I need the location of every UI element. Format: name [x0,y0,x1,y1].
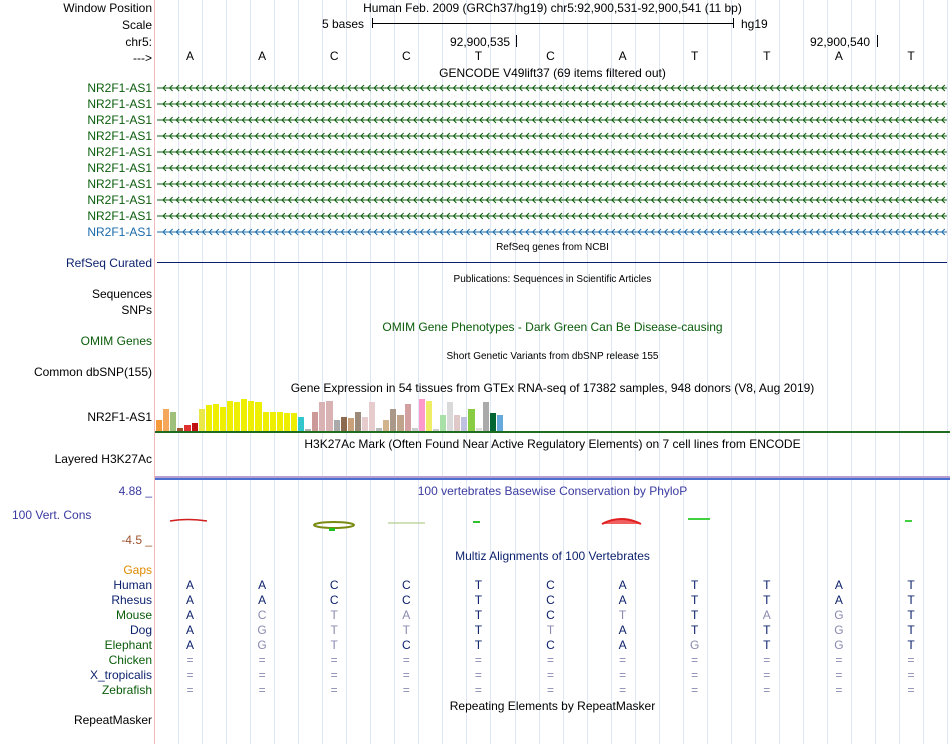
gencode-gene-track[interactable] [157,84,947,92]
multiz-base: T [763,623,771,637]
multiz-base: T [618,608,627,622]
dbsnp-title[interactable]: Short Genetic Variants from dbSNP release 155 [446,351,659,362]
multiz-base: T [763,578,771,592]
multiz-base: = [474,683,482,697]
multiz-base: = [619,668,627,682]
multiz-base: = [619,683,627,697]
gtex-tissue-bar[interactable] [362,417,368,431]
multiz-base: C [329,593,339,607]
multiz-base: A [618,623,627,637]
scale-bar [372,23,734,24]
multiz-base: = [907,653,915,667]
grid-line [659,0,660,744]
multiz-base: T [691,608,699,622]
publications-snps-label[interactable]: SNPs [121,303,152,317]
gtex-tissue-bar[interactable] [334,420,340,431]
multiz-base: A [185,593,194,607]
multiz-base: G [834,608,844,622]
multiz-base: G [834,638,844,652]
gencode-gene-track[interactable] [157,164,947,172]
phylop-peak-5 [602,519,641,524]
grid-line [178,0,179,744]
sequence-base: C [329,49,339,63]
grid-line [539,0,540,744]
multiz-base: C [546,638,555,652]
omim-title[interactable]: OMIM Gene Phenotypes - Dark Green Can Be Disease-causing [382,320,723,334]
multiz-base: T [907,608,915,622]
window-position-value: Human Feb. 2009 (GRCh37/hg19) chr5:92,900,531-92,900,541 (11 bp) [363,1,742,15]
gtex-tissue-bar[interactable] [170,412,176,431]
grid-line [635,0,636,744]
multiz-base: A [618,578,627,592]
grid-line [466,0,467,744]
gtex-tissue-bar[interactable] [163,409,169,431]
multiz-base: T [546,623,555,637]
gencode-gene-label[interactable]: NR2F1-AS1 [87,129,152,143]
multiz-species-label[interactable]: Chicken [108,653,152,667]
multiz-species-label[interactable]: Zebrafish [101,683,152,697]
multiz-base: = [258,683,266,697]
multiz-base: = [186,668,194,682]
gencode-gene-track[interactable] [157,100,947,108]
multiz-base: A [834,578,843,592]
multiz-base: = [619,653,627,667]
gencode-title[interactable]: GENCODE V49lift37 (69 items filtered out) [439,66,666,80]
repeatmasker-title[interactable]: Repeating Elements by RepeatMasker [449,699,656,713]
phylop-plot[interactable] [155,510,950,536]
multiz-base: G [834,623,844,637]
multiz-base: A [258,593,267,607]
gencode-gene-label[interactable]: NR2F1-AS1 [87,193,152,207]
multiz-base: = [691,683,699,697]
multiz-base: T [907,593,915,607]
grid-line [587,0,588,744]
multiz-species-label[interactable]: X_tropicalis [89,668,152,682]
gencode-gene-track[interactable] [157,196,947,204]
multiz-base: A [258,578,267,592]
multiz-base: = [546,653,554,667]
scale-label: Scale [121,18,152,32]
multiz-base: = [186,653,194,667]
h3k27ac-title[interactable]: H3K27Ac Mark (Often Found Near Active Regulatory Elements) on 7 cell lines from ENCODE [304,437,801,451]
gtex-tissue-bar[interactable] [319,402,325,431]
multiz-base: C [329,578,339,592]
h3k27ac-label[interactable]: Layered H3K27Ac [54,452,152,466]
phylop-peak-2-bar [329,528,335,531]
phylop-min: -4.5 _ [121,533,152,547]
gtex-tissue-bar[interactable] [348,418,354,431]
scale-text: 5 bases [322,17,365,31]
multiz-base: = [330,668,338,682]
gtex-bar-chart[interactable] [156,397,536,431]
multiz-base: = [546,683,554,697]
sequence-base: T [474,49,483,63]
gtex-tissue-bar[interactable] [490,413,496,431]
chr-label: chr5: [125,35,152,49]
grid-line [370,0,371,744]
h3k27ac-band-2 [155,478,950,480]
refseq-label[interactable]: RefSeq Curated [65,256,152,270]
multiz-species-label[interactable]: Elephant [104,638,152,652]
gencode-gene-label[interactable]: NR2F1-AS1 [87,177,152,191]
gtex-tissue-bar[interactable] [156,420,162,431]
grid-line [442,0,443,744]
multiz-species-label[interactable]: Dog [129,623,152,637]
gtex-tissue-bar[interactable] [461,417,467,431]
phylop-peak-1 [170,520,207,522]
gtex-tissue-bar[interactable] [263,412,269,431]
gtex-tissue-bar[interactable] [248,401,254,431]
gtex-label[interactable]: NR2F1-AS1 [87,410,152,424]
gencode-gene-label[interactable]: NR2F1-AS1 [87,81,152,95]
multiz-base: = [402,668,410,682]
grid-line [731,0,732,744]
gtex-tissue-bar[interactable] [468,409,474,431]
sequence-base: A [618,49,627,63]
multiz-base: C [401,593,411,607]
gtex-tissue-bar[interactable] [419,399,425,431]
multiz-base: C [546,578,555,592]
phylop-title[interactable]: 100 vertebrates Basewise Conservation by PhyloP [417,484,688,498]
dbsnp-label[interactable]: Common dbSNP(155) [33,365,152,379]
coord-label-2: 92,900,540 [810,35,871,49]
scale-assembly: hg19 [741,17,768,31]
gtex-baseline [155,431,950,433]
strand-label: ---> [133,51,152,65]
phylop-peak-2 [314,522,354,528]
grid-line [346,0,347,744]
grid-line [298,0,299,744]
gtex-tissue-bar[interactable] [241,399,247,431]
gencode-gene-track[interactable] [157,228,947,236]
multiz-base: T [330,638,338,652]
multiz-base: C [401,578,411,592]
gencode-gene-label[interactable]: NR2F1-AS1 [87,113,152,127]
gtex-tissue-bar[interactable] [213,404,219,431]
grid-line [899,0,900,744]
multiz-base: T [907,638,915,652]
grid-line [851,0,852,744]
coord-tick-1 [516,35,517,47]
multiz-base: = [907,683,915,697]
gtex-tissue-bar[interactable] [397,415,403,431]
phylop-max: 4.88 _ [118,484,152,498]
window-position-label: Window Position [63,1,152,15]
grid-line [683,0,684,744]
sequence-base: T [691,49,699,63]
publications-title[interactable]: Publications: Sequences in Scientific Articles [453,274,652,285]
grid-line [322,0,323,744]
gtex-tissue-bar[interactable] [497,415,503,431]
grid-line [250,0,251,744]
multiz-base: T [474,578,483,592]
multiz-base: G [257,638,267,652]
gtex-tissue-bar[interactable] [312,412,318,431]
multiz-base: A [402,608,411,622]
multiz-base: = [474,653,482,667]
multiz-base: = [763,668,771,682]
multiz-title[interactable]: Multiz Alignments of 100 Vertebrates [455,549,650,563]
grid-line [803,0,804,744]
grid-line [707,0,708,744]
multiz-base: C [401,638,411,652]
publications-sequences-label[interactable]: Sequences [91,287,152,301]
multiz-base: C [546,593,555,607]
gencode-gene-track[interactable] [157,116,947,124]
gtex-tissue-bar[interactable] [192,423,198,431]
sequence-base: A [834,49,843,63]
multiz-base: T [691,578,699,592]
sequence-base: C [546,49,555,63]
gtex-tissue-bar[interactable] [426,401,432,431]
gtex-tissue-bar[interactable] [440,415,446,431]
gencode-gene-track[interactable] [157,132,947,140]
multiz-base: C [546,608,555,622]
sequence-base: A [258,49,267,63]
multiz-base: G [690,638,700,652]
gencode-gene-label[interactable]: NR2F1-AS1 [87,161,152,175]
gtex-tissue-bar[interactable] [390,409,396,431]
sequence-base: A [185,49,194,63]
multiz-base: T [330,623,338,637]
multiz-base: T [474,593,483,607]
multiz-base: = [258,653,266,667]
multiz-base: C [257,608,267,622]
multiz-base: = [258,668,266,682]
multiz-base: A [618,593,627,607]
gtex-tissue-bar[interactable] [447,402,453,431]
multiz-base: T [330,608,338,622]
grid-line [947,0,948,744]
gencode-gene-track[interactable] [157,180,947,188]
multiz-base: = [330,683,338,697]
gtex-tissue-bar[interactable] [341,417,347,431]
gencode-gene-label[interactable]: NR2F1-AS1 [87,225,152,239]
multiz-base: A [185,578,194,592]
gtex-tissue-bar[interactable] [291,413,297,431]
multiz-base: = [691,653,699,667]
gtex-tissue-bar[interactable] [227,401,233,431]
gtex-tissue-bar[interactable] [383,420,389,431]
multiz-base: = [835,653,843,667]
grid-line [875,0,876,744]
multiz-base: = [691,668,699,682]
multiz-base: = [474,668,482,682]
gtex-tissue-bar[interactable] [454,415,460,431]
grid-line [274,0,275,744]
multiz-base: T [474,608,483,622]
gencode-gene-label[interactable]: NR2F1-AS1 [87,209,152,223]
gtex-tissue-bar[interactable] [483,402,489,431]
gtex-tissue-bar[interactable] [206,405,212,431]
gtex-tissue-bar[interactable] [234,402,240,431]
multiz-base: T [474,638,483,652]
multiz-base: = [835,683,843,697]
multiz-base: T [402,623,410,637]
phylop-label[interactable]: 100 Vert. Cons [12,508,92,522]
multiz-base: A [834,593,843,607]
multiz-species-label[interactable]: Rhesus [111,593,152,607]
grid-line [755,0,756,744]
multiz-base: T [907,578,915,592]
coord-tick-2 [877,35,878,47]
refseq-title[interactable]: RefSeq genes from NCBI [496,242,609,253]
gtex-tissue-bar[interactable] [405,404,411,431]
grid-line [226,0,227,744]
gtex-tissue-bar[interactable] [369,402,375,431]
gtex-tissue-bar[interactable] [355,412,361,431]
multiz-base: = [186,683,194,697]
omim-label[interactable]: OMIM Genes [80,334,152,348]
multiz-base: T [691,593,699,607]
multiz-base: = [763,653,771,667]
multiz-base: T [691,623,699,637]
multiz-base: = [907,668,915,682]
grid-line [563,0,564,744]
grid-line [827,0,828,744]
sequence-base: T [907,49,915,63]
refseq-gene-line[interactable] [157,262,947,263]
multiz-base: = [402,683,410,697]
grid-line [611,0,612,744]
grid-line [418,0,419,744]
gtex-tissue-bar[interactable] [284,413,290,431]
gtex-tissue-bar[interactable] [326,401,332,431]
multiz-base: T [907,623,915,637]
multiz-base: = [402,653,410,667]
gencode-gene-label[interactable]: NR2F1-AS1 [87,145,152,159]
scale-tick-right [733,18,734,28]
gtex-tissue-bar[interactable] [298,417,304,431]
multiz-gaps-label[interactable]: Gaps [123,563,152,577]
multiz-base: = [763,683,771,697]
grid-line [202,0,203,744]
gencode-gene-track[interactable] [157,212,947,220]
multiz-base: A [185,623,194,637]
gtex-title[interactable]: Gene Expression in 54 tissues from GTEx RNA-seq of 17382 samples, 948 donors (V8, Aug 2019) [290,381,815,395]
label-divider [154,0,155,744]
sequence-base: T [763,49,771,63]
multiz-base: A [185,638,194,652]
multiz-base: T [474,623,483,637]
gencode-gene-label[interactable]: NR2F1-AS1 [87,97,152,111]
multiz-base: A [618,638,627,652]
multiz-base: = [835,668,843,682]
sequence-base: C [401,49,411,63]
multiz-base: T [763,638,771,652]
multiz-base: T [763,593,771,607]
multiz-base: A [762,608,771,622]
multiz-base: A [185,608,194,622]
grid-line [779,0,780,744]
grid-line [490,0,491,744]
multiz-base: = [546,668,554,682]
multiz-base: = [330,653,338,667]
repeatmasker-label[interactable]: RepeatMasker [73,713,152,727]
grid-line [515,0,516,744]
multiz-species-label[interactable]: Mouse [115,608,152,622]
multiz-base: G [257,623,267,637]
multiz-species-label[interactable]: Human [113,578,152,592]
gtex-tissue-bar[interactable] [255,402,261,431]
gtex-tissue-bar[interactable] [270,412,276,431]
grid-line [394,0,395,744]
gtex-tissue-bar[interactable] [199,409,205,431]
gencode-gene-track[interactable] [157,148,947,156]
coord-label-1: 92,900,535 [450,35,511,49]
gtex-tissue-bar[interactable] [220,407,226,431]
grid-line [923,0,924,744]
gtex-tissue-bar[interactable] [277,412,283,431]
